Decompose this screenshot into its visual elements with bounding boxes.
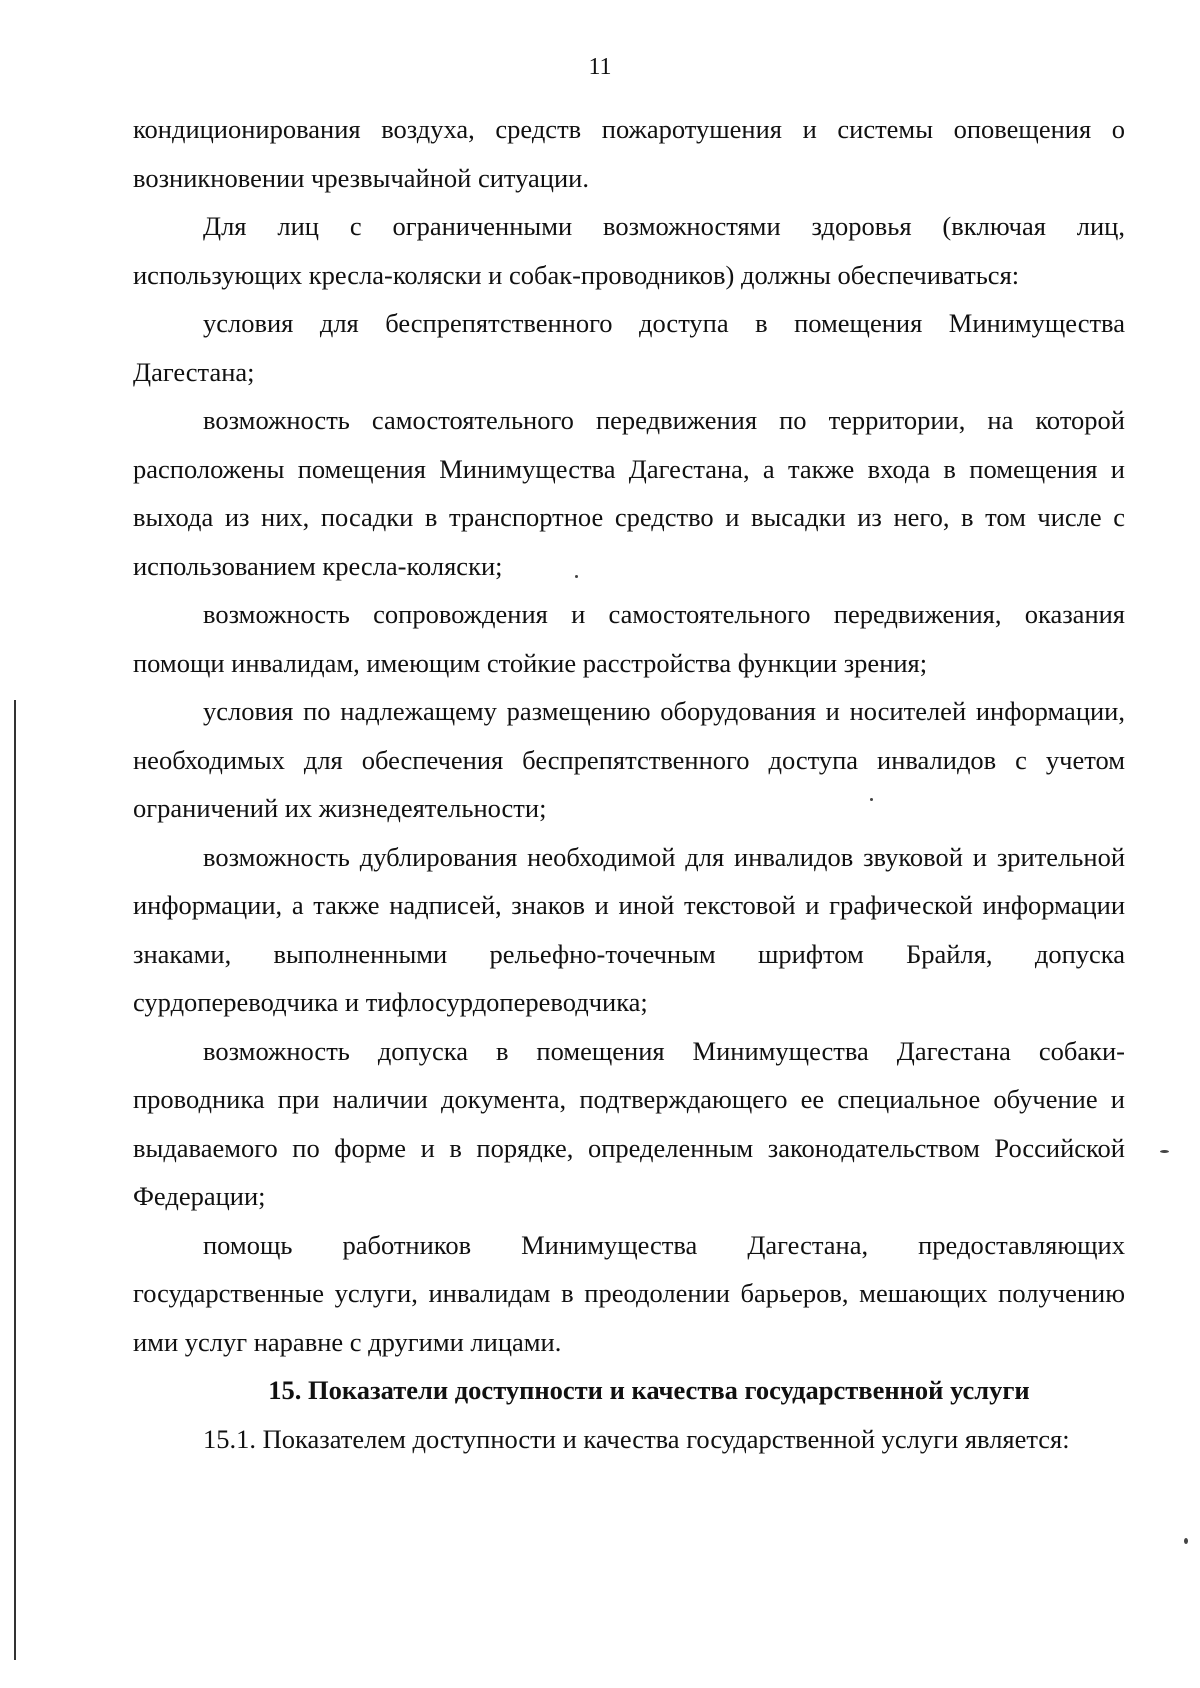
scan-speck (870, 798, 873, 801)
paragraph: возможность дублирования необходимой для инвалидов звуковой и зрительной информации, а также надписей, знаков и иной текстовой и графической информации знаками, выполненными рельефно-точечным шрифтом Брайля, допуска сурдопереводчика и тифлосурдопереводчика; (133, 841, 1125, 1017)
paragraph: кондиционирования воздуха, средств пожаротушения и системы оповещения о возникновении чрезвычайной ситуации. (133, 114, 1125, 193)
scan-speck (1160, 1150, 1169, 1153)
paragraph: условия для беспрепятственного доступа в помещения Минимущества Дагестана; (133, 308, 1125, 387)
paragraph: Для лиц с ограниченными возможностями здоровья (включая лиц, использующих кресла-коляски и собак-проводников) должны обеспечиваться: (133, 211, 1125, 290)
paragraph: возможность сопровождения и самостоятельного передвижения, оказания помощи инвалидам, имеющим стойкие расстройства функции зрения; (133, 599, 1125, 678)
document-body (133, 105, 1125, 1463)
paragraph: возможность самостоятельного передвижения по территории, на которой расположены помещения Минимущества Дагестана, а также входа в помещения и выхода из них, посадки в транспортное средство и высадки из него, в том числе с использованием кресла-коляски; (133, 405, 1125, 581)
scan-edge-line (14, 700, 16, 1660)
paragraph: помощь работников Минимущества Дагестана, предоставляющих государственные услуги, инвалидам в преодолении барьеров, мешающих получению ими услуг наравне с другими лицами. (133, 1229, 1125, 1357)
section-heading: 15. Показатели доступности и качества государственной услуги (268, 1375, 1030, 1405)
page-number: 11 (588, 54, 612, 80)
scan-speck (1184, 1538, 1188, 1544)
paragraph: условия по надлежащему размещению оборудования и носителей информации, необходимых для обеспечения беспрепятственного доступа инвалидов с учетом ограничений их жизнедеятельности; (133, 696, 1125, 823)
paragraph: 15.1. Показателем доступности и качества государственной услуги является: (203, 1423, 1070, 1454)
paragraph: возможность допуска в помещения Минимущества Дагестана собаки-проводника при наличии документа, подтверждающего ее специальное обучение и выдаваемого по форме и в порядке, определенным законодательством Российской Федерации; (133, 1035, 1125, 1211)
scan-speck (575, 575, 578, 578)
